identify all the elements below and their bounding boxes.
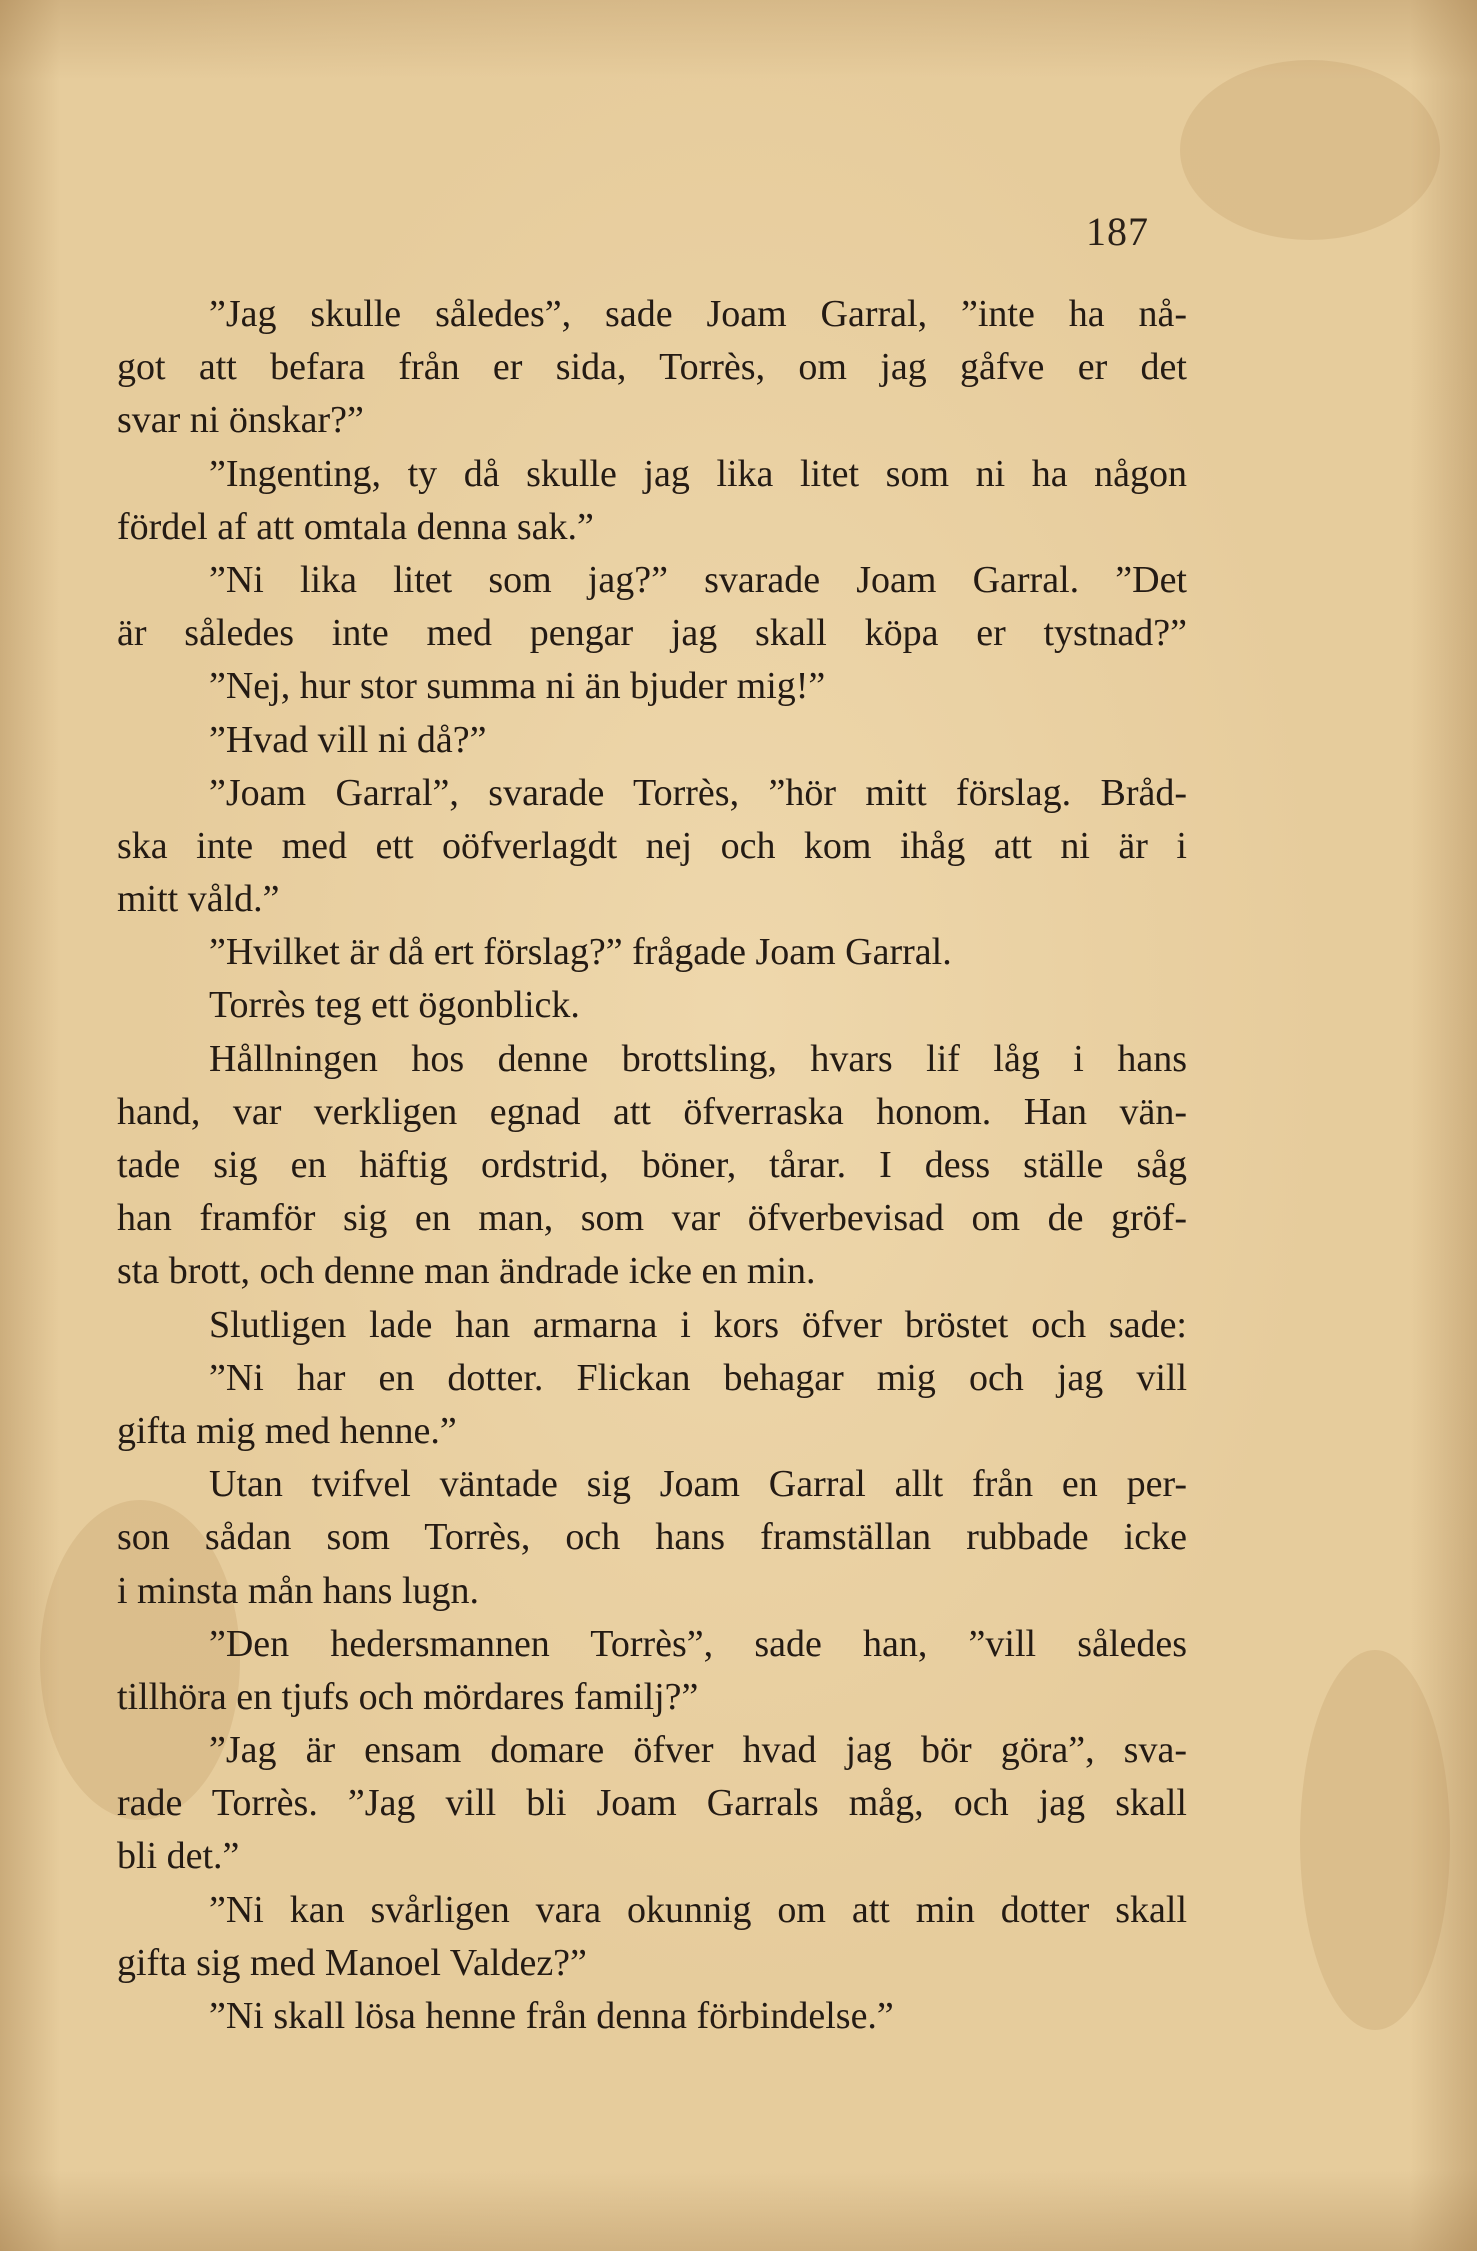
text-line: gifta sig med Manoel Valdez?”: [117, 1941, 587, 1984]
text-line: ”Ingenting, ty då skulle jag lika litet som ni ha någon: [209, 452, 1187, 495]
text-line: hand, var verkligen egnad att öfverraska honom. Han vän-: [117, 1090, 1187, 1133]
text-line: ”Nej, hur stor summa ni än bjuder mig!”: [209, 665, 826, 708]
text-line: ”Jag är ensam domare öfver hvad jag bör göra”, sva-: [209, 1729, 1187, 1772]
text-line: Utan tvifvel väntade sig Joam Garral allt från en per-: [209, 1463, 1187, 1506]
text-line: ”Den hedersmannen Torrès”, sade han, ”vill således: [209, 1622, 1187, 1665]
text-line: ”Ni skall lösa henne från denna förbindelse.”: [209, 1995, 894, 2037]
text-line: gifta mig med henne.”: [117, 1409, 457, 1452]
text-line: tillhöra en tjufs och mördares familj?”: [117, 1675, 699, 1718]
text-line: ”Joam Garral”, svarade Torrès, ”hör mitt förslag. Bråd-: [209, 771, 1187, 814]
text-line: sta brott, och denne man ändrade icke en min.: [117, 1250, 816, 1293]
text-line: ”Ni kan svårligen vara okunnig om att min dotter skall: [209, 1888, 1187, 1931]
text-line: ”Ni har en dotter. Flickan behagar mig och jag vill: [209, 1356, 1187, 1399]
text-line: han framför sig en man, som var öfverbevisad om de gröf-: [117, 1197, 1187, 1240]
text-line: bli det.”: [117, 1835, 240, 1878]
page-number: 187: [1086, 209, 1149, 254]
text-line: son sådan som Torrès, och hans framställan rubbade icke: [117, 1516, 1187, 1559]
paper-stain: [1300, 1650, 1450, 2030]
body-text: [117, 288, 1187, 2043]
text-line: ska inte med ett oöfverlagdt nej och kom ihåg att ni är i: [117, 824, 1187, 867]
paper-stain: [1180, 60, 1440, 240]
text-line: ”Jag skulle således”, sade Joam Garral, ”inte ha nå-: [209, 293, 1187, 335]
text-line: Slutligen lade han armarna i kors öfver bröstet och sade:: [209, 1303, 1187, 1346]
text-line: got att befara från er sida, Torrès, om jag gåfve er det: [117, 346, 1187, 389]
text-line: ”Hvad vill ni då?”: [209, 718, 487, 761]
text-line: ”Ni lika litet som jag?” svarade Joam Garral. ”Det: [209, 558, 1187, 601]
text-line: mitt våld.”: [117, 878, 280, 921]
text-line: ”Hvilket är då ert förslag?” frågade Joam Garral.: [209, 931, 952, 974]
text-line: är således inte med pengar jag skall köpa er tystnad?”: [117, 612, 1187, 655]
text-line: fördel af att omtala denna sak.”: [117, 505, 594, 548]
text-line: svar ni önskar?”: [117, 399, 364, 442]
text-line: i minsta mån hans lugn.: [117, 1569, 480, 1612]
text-line: Torrès teg ett ögonblick.: [209, 984, 580, 1027]
text-line: rade Torrès. ”Jag vill bli Joam Garrals måg, och jag skall: [117, 1782, 1187, 1825]
text-line: tade sig en häftig ordstrid, böner, tårar. I dess ställe såg: [117, 1144, 1187, 1186]
text-line: Hållningen hos denne brottsling, hvars lif låg i hans: [209, 1037, 1187, 1080]
